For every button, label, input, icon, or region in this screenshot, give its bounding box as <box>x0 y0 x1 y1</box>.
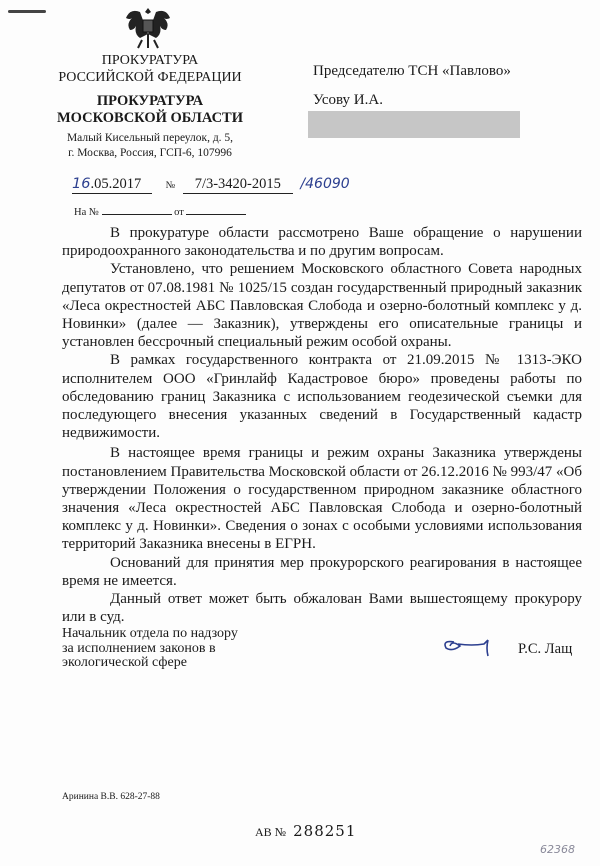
form-prefix: АВ № <box>255 825 287 839</box>
date-field <box>72 176 152 194</box>
signatory-title-line1: Начальник отдела по надзору <box>62 626 238 641</box>
executor-info: Аринина В.В. 628-27-88 <box>62 792 160 802</box>
paragraph: В настоящее время границы и режим охраны Заказника утверждены постановлением Правительства Московской области от 26.12.2016 № 993/47 «Об утверждении Положения о государственном природном заказнике областного значения «Леса окрестностей АБС Павловская Слобода и озерно-болотный комплекс у д. Новинки». Сведения о зонах с особыми условиями использования территорий Заказника внесены в ЕГРН. <box>62 445 582 553</box>
dept-name-line1: ПРОКУРАТУРА <box>96 93 204 109</box>
signatory-title <box>62 627 238 671</box>
from-blank <box>186 214 246 215</box>
paragraph: В прокуратуре области рассмотрено Ваше обращение о нарушении природоохранного законодательства и по другим вопросам. <box>62 225 582 260</box>
reference-row <box>72 176 350 194</box>
date-day-handwritten: 16 <box>72 176 91 192</box>
scan-mark <box>8 10 46 13</box>
signatory-name: Р.С. Лащ <box>518 641 573 657</box>
on-number-label: На № <box>74 207 99 218</box>
org-name-line2: РОССИЙСКОЙ ФЕДЕРАЦИИ <box>58 70 242 85</box>
number-sign: № <box>165 180 176 191</box>
paragraph: Установлено, что решением Московского областного Совета народных депутатов от 07.08.1981 № 1025/15 создан государственный природный заказник «Леса окрестностей АБС Павловская Слобода и озерно-болотный комплекс у д. Новинки» (далее — Заказник), утверждены его описательные границы и установлен бессрочный специальный режим особой охраны. <box>62 261 582 351</box>
date-value: .05.2017 <box>90 176 142 192</box>
from-label: от <box>174 207 184 218</box>
coat-of-arms-emblem <box>120 4 176 52</box>
address-line2: г. Москва, Россия, ГСП-6, 107996 <box>68 147 232 159</box>
handwritten-reg-number: /46090 <box>300 176 350 192</box>
paragraph: Оснований для принятия мер прокурорского реагирования в настоящее время не имеется. <box>62 554 582 589</box>
on-number-blank <box>102 214 172 215</box>
dept-name-line2: МОСКОВСКОЙ ОБЛАСТИ <box>56 110 243 126</box>
paragraph: Данный ответ может быть обжалован Вами вышестоящему прокурору или в суд. <box>62 591 582 626</box>
address-line1: Малый Кисельный переулок, д. 5, <box>66 132 234 144</box>
letter-body <box>62 224 582 626</box>
reference-number: 7/3-3420-2015 <box>183 176 293 194</box>
recipient-name: Усову И.А. <box>313 92 383 108</box>
paragraph: В рамках государственного контракта от 21.09.2015 № 1313-ЭКО исполнителем ООО «Гринлайф Кадастровое бюро» проведены работы по обследованию границ Заказника с использованием геодезической съемки для последующего внесения указанных сведений в Государственный кадастр недвижимости. <box>62 352 582 442</box>
redacted-block <box>308 111 520 138</box>
on-number-row <box>74 207 246 218</box>
form-number-value: 288251 <box>293 822 357 840</box>
form-number <box>255 822 356 840</box>
handwritten-note: 62368 <box>540 843 575 856</box>
recipient-position: Председателю ТСН «Павлово» <box>313 63 511 79</box>
org-name-line1: ПРОКУРАТУРА <box>101 53 199 68</box>
signatory-title-line2: за исполнением законов в <box>62 640 216 656</box>
handwritten-signature <box>440 632 500 658</box>
signatory-title-line3: экологической сфере <box>62 655 187 670</box>
